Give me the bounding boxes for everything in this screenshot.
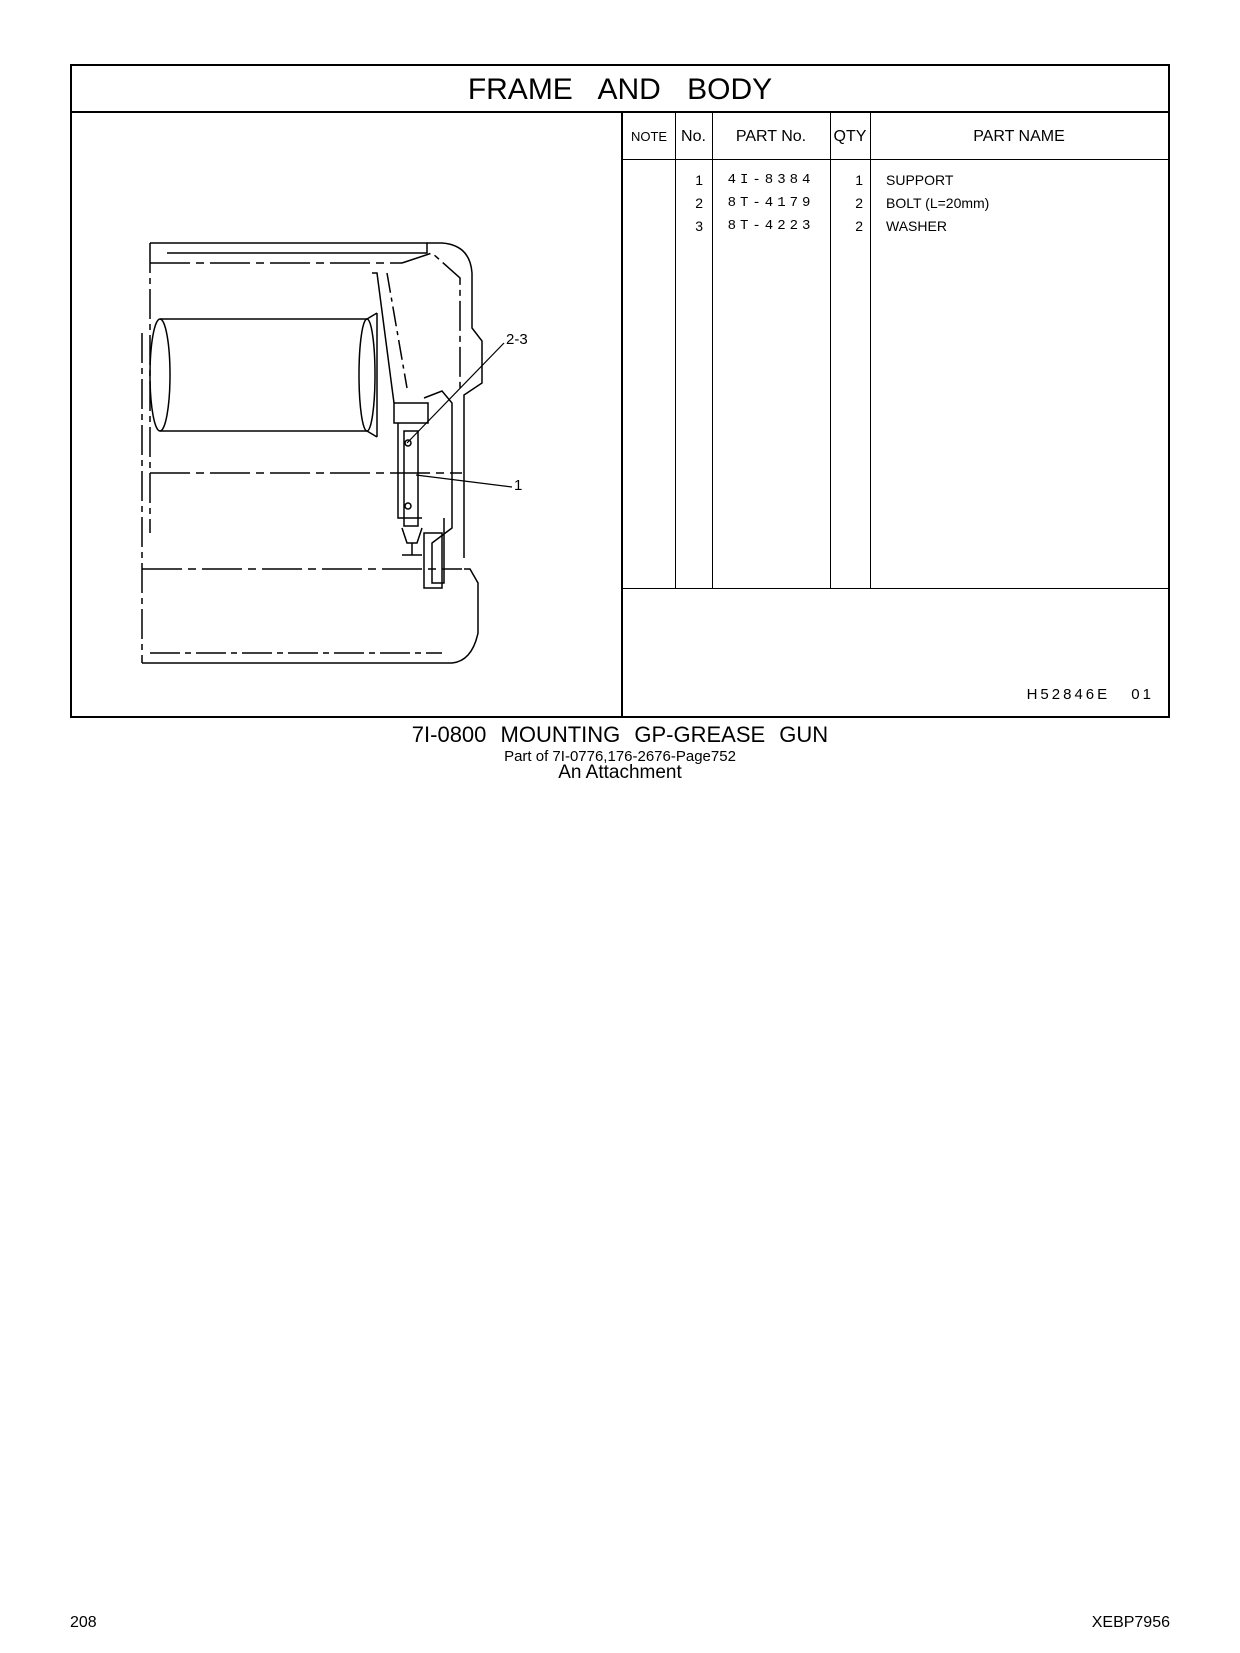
- column-header-note: NOTE: [630, 129, 668, 144]
- row-part-no: 8T-4223: [727, 218, 815, 234]
- illustration-reference-code: H52846E 01: [1026, 686, 1154, 703]
- column-header-part-name: PART NAME: [973, 128, 1065, 145]
- callout-2-3: 2-3: [506, 331, 528, 348]
- row-no: 2: [695, 195, 703, 211]
- row-qty: 2: [855, 195, 863, 211]
- row-part-no: 4I-8384: [727, 172, 815, 188]
- assembly-type: An Attachment: [558, 762, 682, 783]
- assembly-part-of: Part of 7I-0776,176-2676-Page752: [504, 748, 736, 765]
- assembly-title: 7I-0800 MOUNTING GP-GREASE GUN: [411, 722, 829, 747]
- table-row: [623, 192, 1168, 215]
- header-divider: [623, 159, 1168, 160]
- row-qty: 2: [855, 218, 863, 234]
- row-qty: 1: [855, 172, 863, 188]
- grease-gun-mount-illustration: [72, 113, 621, 718]
- row-part-name: WASHER: [886, 218, 947, 234]
- column-header-no: No.: [681, 128, 706, 145]
- callout-1: 1: [514, 477, 523, 494]
- row-part-name: BOLT (L=20mm): [886, 195, 990, 211]
- row-no: 3: [695, 218, 703, 234]
- parts-page-frame: [70, 64, 1170, 718]
- row-part-name: SUPPORT: [886, 172, 954, 188]
- page-number: 208: [70, 1614, 97, 1631]
- table-row: [623, 215, 1168, 238]
- document-code: XEBP7956: [1091, 1614, 1170, 1631]
- column-header-part-no: PART No.: [735, 128, 807, 145]
- column-header-qty: QTY: [833, 128, 867, 145]
- exploded-view-drawing: [72, 113, 623, 718]
- table-row: [623, 169, 1168, 192]
- parts-table: [623, 113, 1168, 718]
- section-title: FRAME AND BODY: [72, 66, 1168, 113]
- row-no: 1: [695, 172, 703, 188]
- table-bottom-divider: [623, 588, 1168, 589]
- row-part-no: 8T-4179: [727, 195, 815, 211]
